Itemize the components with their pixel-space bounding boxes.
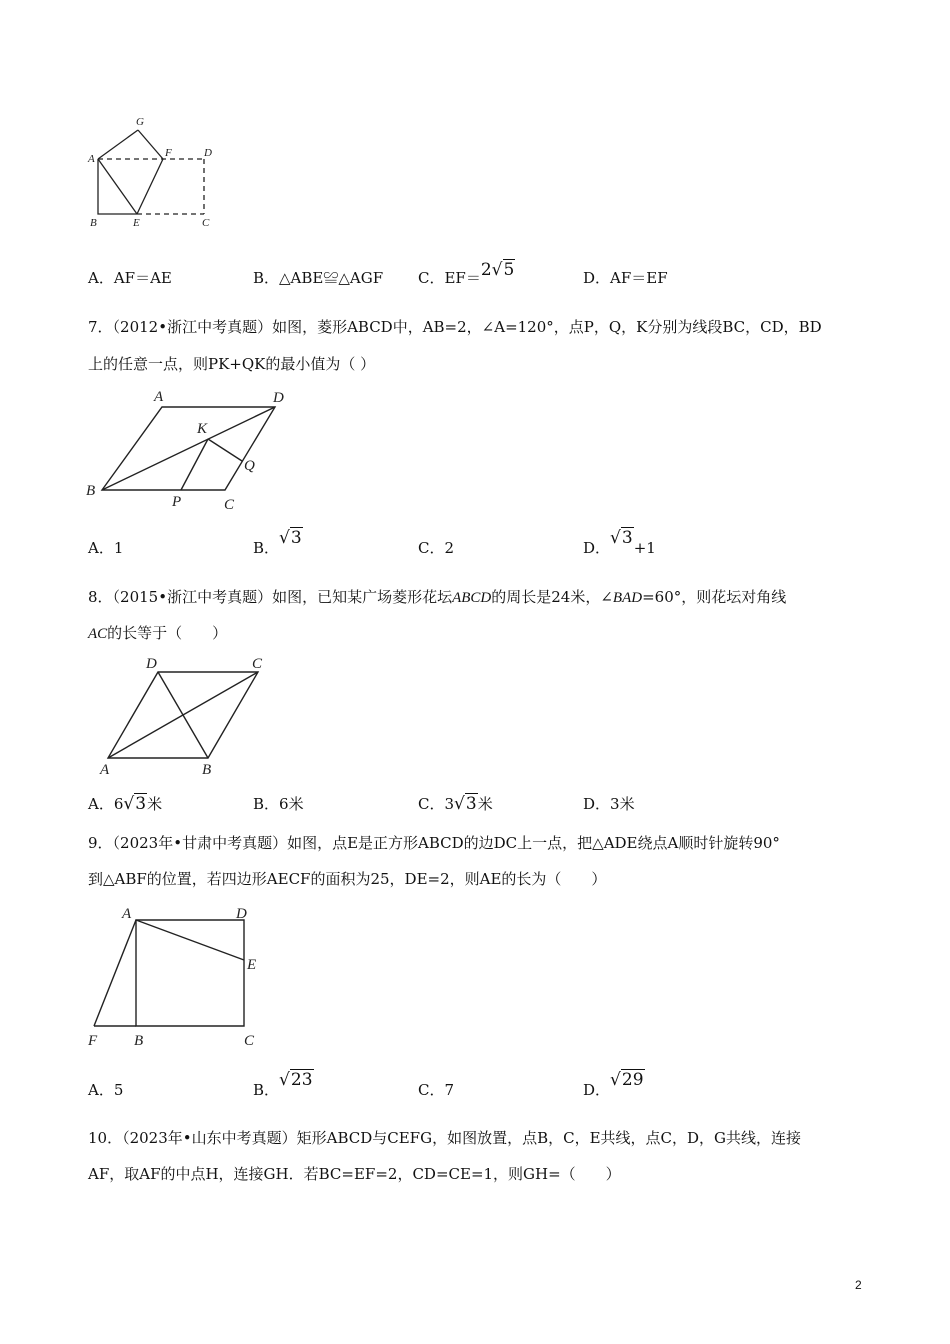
q9-figure: [80, 900, 280, 1055]
q9-question-line1: 9．（2023年•甘肃中考真题）如图，点E是正方形ABCD的边DC上一点，把△ADE绕点A顺时针旋转90°: [88, 834, 780, 852]
q7-question-line1: 7．（2012•浙江中考真题）如图，菱形ABCD中，AB=2，∠A=120°，点P，Q，K分别为线段BC，CD，BD: [88, 318, 822, 336]
q9-label-e: E: [247, 957, 257, 973]
q8-option-d: D．3米: [583, 795, 635, 813]
q7-option-c: C．2: [418, 539, 455, 557]
q9-option-a: A．5: [88, 1081, 124, 1099]
q9-label-a: A: [122, 906, 132, 922]
q9-option-b: B．√23: [253, 1070, 313, 1099]
q6-figure: [80, 110, 230, 235]
q7-option-a: A．1: [88, 539, 124, 557]
q7-label-a: A: [154, 389, 164, 405]
q9-label-f: F: [88, 1033, 98, 1049]
q7-label-q: Q: [244, 458, 255, 474]
q8-label-d: D: [146, 656, 157, 672]
q6-option-d: D．AF＝EF: [583, 269, 668, 287]
q7-option-d: D．√3+1: [583, 528, 656, 557]
q7-label-d: D: [273, 390, 284, 406]
q6-label-c: C: [202, 217, 210, 229]
q6-label-a: A: [88, 153, 95, 165]
q7-figure: [80, 385, 290, 510]
page-number: 2: [855, 1278, 862, 1292]
q8-option-b: B．6米: [253, 795, 304, 813]
q9-option-c: C．7: [418, 1081, 455, 1099]
q7-question-line2: 上的任意一点，则PK+QK的最小值为（ ）: [88, 355, 376, 373]
q8-option-c: C．3√3米: [418, 794, 493, 814]
q9-label-b: B: [134, 1033, 144, 1049]
q7-option-b: B．√3: [253, 528, 302, 557]
q6-label-e: E: [133, 217, 140, 229]
q7-label-p: P: [172, 494, 182, 510]
q8-label-a: A: [100, 762, 110, 778]
q6-option-a: A．AF＝AE: [88, 269, 172, 287]
q8-question-line1: 8．（2015•浙江中考真题）如图，已知某广场菱形花坛ABCD的周长是24米，∠BAD=60°，则花坛对角线: [88, 588, 787, 606]
q8-label-c: C: [252, 656, 263, 672]
q10-question-line2: AF，取AF的中点H，连接GH．若BC=EF=2，CD=CE=1，则GH=（ ）: [88, 1165, 621, 1183]
q7-label-c: C: [224, 497, 235, 510]
q6-label-g: G: [136, 116, 144, 128]
q6-label-d: D: [204, 147, 212, 159]
q8-option-a: A．6√3米: [88, 794, 163, 814]
q7-label-b: B: [86, 483, 96, 499]
q9-option-d: D．√29: [583, 1070, 644, 1099]
q8-label-b: B: [202, 762, 212, 778]
q8-question-line2: AC的长等于（ ）: [88, 624, 228, 642]
q8-figure: [90, 650, 280, 785]
q9-label-c: C: [244, 1033, 255, 1049]
q9-label-d: D: [236, 906, 247, 922]
q6-option-b: B．△ABE≌△AGF: [253, 269, 384, 287]
q10-question-line1: 10．（2023年•山东中考真题）矩形ABCD与CEFG，如图放置，点B，C，E共线，点C，D，G共线，连接: [88, 1129, 802, 1147]
q9-question-line2: 到△ABF的位置，若四边形AECF的面积为25，DE=2，则AE的长为（ ）: [88, 870, 607, 888]
q6-label-b: B: [90, 217, 97, 229]
q7-label-k: K: [197, 421, 208, 437]
q6-option-c: C．EF＝2√5: [418, 260, 515, 287]
q6-label-f: F: [165, 147, 172, 159]
